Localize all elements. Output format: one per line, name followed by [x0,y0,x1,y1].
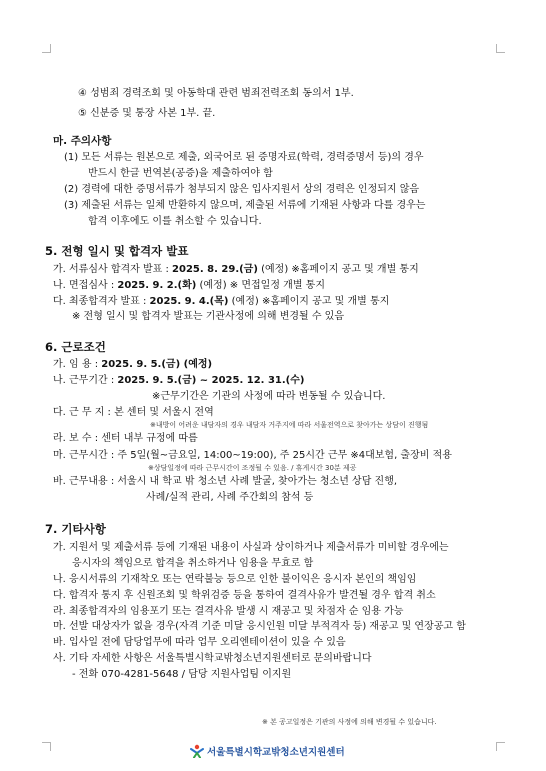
section6-hours: 마. 근무시간 : 주 5일(월~금요일, 14:00~19:00), 주 25시간 근무 ※4대보험, 출장비 적용 [53,450,452,461]
section7-item: 나. 응시서류의 기재착오 또는 연락불능 등으로 인한 불이익은 응시자 본인의 책임임 [53,574,417,585]
section6-duties-cont: 사례/실적 관리, 사례 주간회의 참석 등 [146,492,314,503]
section5-heading: 5. 전형 일시 및 합격자 발표 [45,244,189,258]
section7-item: 다. 합격자 통지 후 신원조회 및 학위검증 등을 통하여 결격사유가 발견될 경우 합격 취소 [53,590,436,601]
section7-item: 응시자의 책임으로 합격을 취소하거나 임용을 무효로 함 [72,558,314,569]
list-item-id-copy: ⑤ 신분증 및 통장 사본 1부. 끝. [78,108,216,119]
list-item-consent-form: ④ 성범죄 경력조회 및 아동학대 관련 범죄전력조회 동의서 1부. [78,88,354,99]
section6-period [53,376,304,386]
center-logo [190,744,345,761]
section7-item: 마. 선발 대상자가 없을 경우(자격 기준 미달 응시인원 미달 부적격자 등) 재공고 및 연장공고 함 [53,621,466,632]
section5-final-result [53,297,389,307]
date: 2025. 8. 29.(금) [172,264,258,275]
notes-item: (1) 모든 서류는 원본으로 제출, 외국어로 된 증명자료(학력, 경력증명서 등)의 경우 [64,152,424,163]
section5-note: ※ 전형 일시 및 합격자 발표는 기관사정에 의해 변경될 수 있음 [72,311,345,322]
notes-heading: 마. 주의사항 [53,135,112,147]
label: 다. 최종합격자 발표 : [53,296,150,307]
notes-item: 반드시 한글 번역본(공증)을 제출하여야 함 [88,168,273,179]
section5-document-result [53,265,419,275]
person-arms-up-icon [190,744,204,761]
crop-mark-bottom-right [496,742,505,751]
label: 가. 임 용 : [53,359,102,370]
label: 나. 면접심사 : [53,280,118,291]
center-logo-text: 서울특별시학교밖청소년지원센터 [207,746,345,758]
section6-hours-note: ※상담일정에 따라 근무시간이 조정될 수 있음. / 휴게시간 30분 제공 [148,464,357,472]
crop-mark-bottom-left [42,742,51,751]
detail: (예정) ※홈페이지 공고 및 개별 통지 [257,264,419,275]
label: 가. 서류심사 합격자 발표 : [53,264,173,275]
label: 나. 근무기간 : [53,375,118,386]
section6-workplace-note: ※내방이 어려운 내담자의 경우 내담자 거주지에 따라 서울전역으로 찾아가는 상담이 진행됨 [150,421,429,429]
schedule-change-notice: ※ 본 공고일정은 기관의 사정에 의해 변경될 수 있습니다. [262,718,437,726]
notes-item: (2) 경력에 대한 증명서류가 첨부되지 않은 입사지원서 상의 경력은 인정되지 않음 [64,184,420,195]
crop-mark-top-right [496,44,505,53]
notes-item: 합격 이후에도 이를 취소할 수 있습니다. [88,216,262,227]
section6-salary: 라. 보 수 : 센터 내부 규정에 따름 [53,433,198,444]
detail: (예정) ※홈페이지 공고 및 개별 통지 [228,296,390,307]
section6-workplace: 다. 근 무 지 : 본 센터 및 서울시 전역 [53,407,214,418]
date: 2025. 9. 5.(금) (예정) [101,359,213,370]
date: 2025. 9. 5.(금) ~ 2025. 12. 31.(수) [117,375,305,386]
section7-contact: - 전화 070-4281-5648 / 담당 지원사업팀 이지원 [72,669,292,680]
section7-item: 바. 입사일 전에 담당업무에 따라 업무 오리엔테이션이 있을 수 있음 [53,637,346,648]
notes-item: (3) 제출된 서류는 일체 반환하지 않으며, 제출된 서류에 기재된 사항과 다를 경우는 [64,200,426,211]
section6-appointment [53,360,212,370]
section6-period-note: ※근무기간은 기관의 사정에 따라 변동될 수 있습니다. [152,391,386,402]
crop-mark-top-left [42,44,51,53]
section7-item: 가. 지원서 및 제출서류 등에 기재된 내용이 사실과 상이하거나 제출서류가 미비할 경우에는 [53,542,449,553]
date: 2025. 9. 4.(목) [149,296,229,307]
section7-item: 사. 기타 자세한 사항은 서울특별시학교밖청소년지원센터로 문의바랍니다 [53,653,372,664]
detail: (예정) ※ 면접일정 개별 통지 [196,280,325,291]
section6-heading: 6. 근로조건 [45,340,106,354]
section7-heading: 7. 기타사항 [45,522,106,536]
date: 2025. 9. 2.(화) [117,280,197,291]
section6-duties: 바. 근무내용 : 서울시 내 학교 밖 청소년 사례 발굴, 찾아가는 청소년 상담 진행, [53,476,398,487]
section7-item: 라. 최종합격자의 임용포기 또는 결격사유 발생 시 재공고 및 차점자 순 임용 가능 [53,606,404,617]
section5-interview [53,281,325,291]
